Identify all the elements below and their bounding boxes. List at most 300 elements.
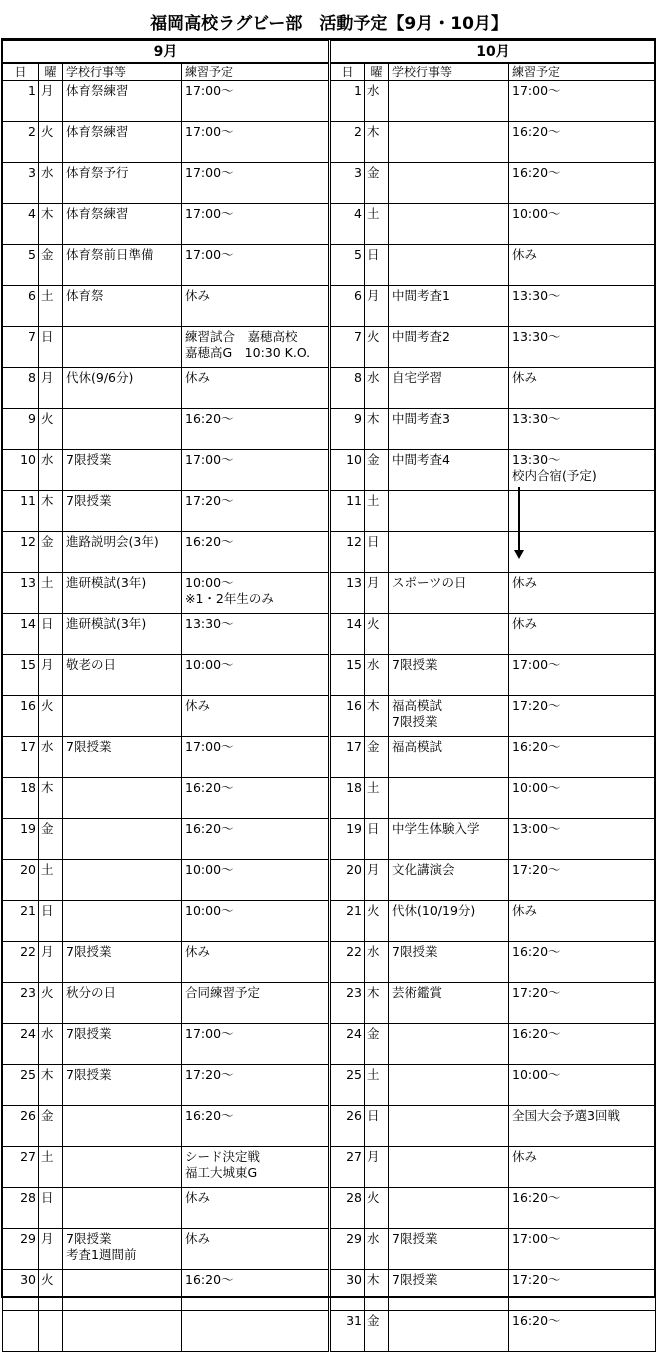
practice-cell-text-line2: 校内合宿(予定): [512, 468, 597, 483]
event-cell-text: 7限授業: [392, 944, 438, 959]
event-cell-text-line2: 7限授業: [392, 714, 438, 729]
practice-cell: [509, 696, 656, 737]
day-cell-text: 9: [28, 411, 36, 426]
event-cell: [63, 163, 182, 204]
weekday-cell: [365, 1270, 389, 1311]
event-cell: [63, 1106, 182, 1147]
day-cell-text: 25: [20, 1067, 36, 1082]
weekday-cell-text: 土: [367, 493, 380, 508]
day-cell-text: 8: [28, 370, 36, 385]
column-header-day: 日: [331, 63, 365, 81]
event-cell-text: 進研模試(3年): [66, 575, 147, 590]
weekday-cell-text: 月: [41, 1231, 54, 1246]
column-header-day: 日: [3, 63, 39, 81]
day-cell-text: 27: [346, 1149, 362, 1164]
day-cell: [331, 737, 365, 778]
practice-cell: [509, 409, 656, 450]
day-cell-text: 21: [346, 903, 362, 918]
day-cell: [3, 286, 39, 327]
weekday-cell-text: 金: [41, 1108, 54, 1123]
practice-cell: [182, 491, 329, 532]
day-cell: [3, 901, 39, 942]
practice-cell-text: 16:20～: [185, 1272, 234, 1287]
weekday-cell-text: 月: [367, 288, 380, 303]
day-cell: [3, 368, 39, 409]
weekday-cell-text: 土: [367, 1067, 380, 1082]
day-cell-text: 31: [346, 1313, 362, 1328]
day-cell: [331, 245, 365, 286]
weekday-cell-text: 木: [367, 698, 380, 713]
practice-cell: [182, 655, 329, 696]
day-cell: [331, 901, 365, 942]
practice-cell: [182, 819, 329, 860]
event-cell-text: 文化講演会: [392, 862, 455, 877]
weekday-cell: [365, 327, 389, 368]
practice-cell: [182, 368, 329, 409]
day-cell-text: 22: [346, 944, 362, 959]
weekday-cell-text: 日: [41, 903, 54, 918]
day-cell-text: 4: [354, 206, 362, 221]
practice-cell: [509, 778, 656, 819]
practice-cell-text: 休み: [185, 944, 211, 959]
practice-cell: [509, 1024, 656, 1065]
day-cell: [3, 983, 39, 1024]
practice-cell-text: 練習試合 嘉穂高校: [185, 329, 298, 344]
event-cell: [63, 696, 182, 737]
practice-cell-text: 17:00～: [512, 657, 561, 672]
day-cell: [3, 1311, 39, 1352]
practice-cell-text: 17:00～: [185, 452, 234, 467]
weekday-cell: [365, 368, 389, 409]
event-cell-text: 7限授業: [66, 944, 112, 959]
column-header-dow: 曜: [365, 63, 389, 81]
day-cell-text: 7: [28, 329, 36, 344]
day-cell-text: 22: [20, 944, 36, 959]
weekday-cell-text: 日: [41, 329, 54, 344]
table-row: [331, 737, 656, 778]
practice-cell: [509, 1106, 656, 1147]
weekday-cell: [39, 409, 63, 450]
practice-cell-text: 16:20～: [512, 1026, 561, 1041]
practice-cell-text: 10:00～: [512, 1067, 561, 1082]
event-cell: [63, 778, 182, 819]
weekday-cell: [39, 1270, 63, 1311]
practice-cell: [509, 1188, 656, 1229]
column-header-event: 学校行事等: [389, 63, 509, 81]
practice-cell-text: 17:00～: [185, 1026, 234, 1041]
day-cell: [3, 942, 39, 983]
weekday-cell: [39, 1106, 63, 1147]
weekday-cell: [365, 737, 389, 778]
weekday-cell: [39, 368, 63, 409]
practice-cell: [509, 491, 656, 532]
practice-cell: [182, 1188, 329, 1229]
weekday-cell-text: 木: [41, 780, 54, 795]
day-cell-text: 12: [20, 534, 36, 549]
weekday-cell-text: 木: [367, 1272, 380, 1287]
day-cell-text: 25: [346, 1067, 362, 1082]
weekday-cell-text: 金: [367, 1026, 380, 1041]
weekday-cell: [39, 163, 63, 204]
weekday-cell: [365, 655, 389, 696]
table-row: [3, 696, 329, 737]
weekday-cell-text: 火: [367, 329, 380, 344]
table-row: [331, 245, 656, 286]
day-cell-text: 23: [346, 985, 362, 1000]
event-cell-text: 中間考査4: [392, 452, 450, 467]
practice-cell: [182, 532, 329, 573]
weekday-cell: [39, 819, 63, 860]
table-row: [3, 368, 329, 409]
october-schedule-table: [330, 39, 656, 1352]
practice-cell-text: 10:00～: [512, 206, 561, 221]
table-row: [331, 942, 656, 983]
weekday-cell-text: 日: [367, 821, 380, 836]
day-cell: [331, 778, 365, 819]
arrow-line: [518, 487, 520, 553]
event-cell: [389, 1106, 509, 1147]
practice-cell: [182, 286, 329, 327]
event-cell: [389, 491, 509, 532]
practice-cell-text: 17:20～: [512, 698, 561, 713]
weekday-cell-text: 日: [41, 1190, 54, 1205]
day-cell-text: 19: [346, 821, 362, 836]
event-cell: [389, 122, 509, 163]
day-cell-text: 23: [20, 985, 36, 1000]
day-cell: [331, 696, 365, 737]
weekday-cell: [39, 532, 63, 573]
event-cell: [63, 1270, 182, 1311]
weekday-cell-text: 金: [367, 739, 380, 754]
weekday-cell: [39, 860, 63, 901]
practice-cell: [509, 860, 656, 901]
weekday-cell: [39, 286, 63, 327]
practice-cell-text: 16:20～: [512, 1313, 561, 1328]
event-cell-text: 7限授業: [66, 452, 112, 467]
event-cell: [63, 655, 182, 696]
practice-cell-text: 10:00～: [512, 780, 561, 795]
practice-cell: [509, 1229, 656, 1270]
practice-cell: [509, 245, 656, 286]
day-cell-text: 7: [354, 329, 362, 344]
event-cell-text: 芸術鑑賞: [392, 985, 443, 1000]
event-cell: [63, 491, 182, 532]
practice-cell-text: 13:30～: [512, 329, 561, 344]
weekday-cell-text: 火: [41, 124, 54, 139]
event-cell: [63, 1188, 182, 1229]
day-cell-text: 11: [20, 493, 36, 508]
day-cell-text: 9: [354, 411, 362, 426]
day-cell-text: 3: [354, 165, 362, 180]
table-row: [331, 409, 656, 450]
practice-cell-text: 17:00～: [185, 206, 234, 221]
practice-cell: [182, 1147, 329, 1188]
month-header: 9月: [3, 40, 329, 63]
weekday-cell-text: 月: [367, 862, 380, 877]
practice-cell: [509, 532, 656, 573]
weekday-cell-text: 火: [41, 985, 54, 1000]
event-cell-text: 秋分の日: [66, 985, 117, 1000]
practice-cell: [182, 1229, 329, 1270]
weekday-cell-text: 水: [367, 370, 380, 385]
day-cell: [331, 1311, 365, 1352]
event-cell: [389, 327, 509, 368]
event-cell: [63, 1024, 182, 1065]
event-cell-text: 中間考査3: [392, 411, 450, 426]
weekday-cell-text: 火: [367, 903, 380, 918]
weekday-cell: [365, 573, 389, 614]
practice-cell: [509, 450, 656, 491]
event-cell: [389, 450, 509, 491]
day-cell-text: 30: [20, 1272, 36, 1287]
day-cell: [3, 819, 39, 860]
event-cell-text: 中学生体験入学: [392, 821, 480, 836]
practice-cell-text: 16:20～: [512, 739, 561, 754]
practice-cell: [182, 122, 329, 163]
weekday-cell: [365, 901, 389, 942]
practice-cell-text: シード決定戦: [185, 1149, 261, 1164]
day-cell-text: 26: [346, 1108, 362, 1123]
weekday-cell: [39, 1229, 63, 1270]
event-cell: [63, 614, 182, 655]
practice-cell-text: 16:20～: [185, 1108, 234, 1123]
month-header: 10月: [331, 40, 656, 63]
practice-cell-text: 17:00～: [512, 83, 561, 98]
table-row: [3, 1311, 329, 1352]
day-cell: [3, 1229, 39, 1270]
practice-cell-text: 16:20～: [512, 165, 561, 180]
weekday-cell: [39, 942, 63, 983]
weekday-cell-text: 土: [41, 1149, 54, 1164]
event-cell: [63, 1229, 182, 1270]
day-cell-text: 26: [20, 1108, 36, 1123]
practice-cell-text: 16:20～: [185, 411, 234, 426]
weekday-cell-text: 金: [41, 534, 54, 549]
event-cell-text: 体育祭: [66, 288, 104, 303]
day-cell-text: 18: [20, 780, 36, 795]
weekday-cell-text: 火: [41, 698, 54, 713]
day-cell-text: 8: [354, 370, 362, 385]
day-cell: [331, 573, 365, 614]
day-cell-text: 3: [28, 165, 36, 180]
day-cell: [3, 1106, 39, 1147]
event-cell: [389, 696, 509, 737]
weekday-cell: [365, 1024, 389, 1065]
practice-cell: [509, 163, 656, 204]
practice-cell-text: 17:00～: [185, 165, 234, 180]
weekday-cell-text: 木: [367, 985, 380, 1000]
weekday-cell-text: 火: [41, 411, 54, 426]
day-cell-text: 14: [346, 616, 362, 631]
practice-cell-text: 17:20～: [512, 985, 561, 1000]
practice-cell: [182, 81, 329, 122]
event-cell-text: スポーツの日: [392, 575, 467, 590]
day-cell-text: 16: [20, 698, 36, 713]
day-cell: [3, 860, 39, 901]
weekday-cell: [365, 819, 389, 860]
day-cell: [3, 1024, 39, 1065]
weekday-cell: [365, 491, 389, 532]
column-header-dow: 曜: [39, 63, 63, 81]
day-cell-text: 18: [346, 780, 362, 795]
weekday-cell-text: 月: [41, 944, 54, 959]
practice-cell: [509, 1311, 656, 1352]
table-row: [3, 1188, 329, 1229]
day-cell: [3, 122, 39, 163]
day-cell: [3, 778, 39, 819]
practice-cell-text: 10:00～: [185, 575, 234, 590]
day-cell: [331, 163, 365, 204]
day-cell: [331, 204, 365, 245]
practice-cell: [182, 614, 329, 655]
day-cell: [331, 819, 365, 860]
practice-cell-text: 17:00～: [185, 124, 234, 139]
day-cell-text: 20: [20, 862, 36, 877]
day-cell: [331, 286, 365, 327]
weekday-cell-text: 土: [367, 206, 380, 221]
table-row: [3, 409, 329, 450]
table-row: [331, 778, 656, 819]
table-row: [331, 204, 656, 245]
practice-cell: [182, 327, 329, 368]
event-cell-text: 7限授業: [66, 739, 112, 754]
event-cell-text: 7限授業: [392, 657, 438, 672]
event-cell: [389, 1065, 509, 1106]
event-cell: [63, 1311, 182, 1352]
weekday-cell: [39, 122, 63, 163]
practice-cell: [182, 1106, 329, 1147]
practice-cell: [509, 1065, 656, 1106]
weekday-cell: [39, 327, 63, 368]
practice-cell: [182, 860, 329, 901]
column-header-practice: 練習予定: [509, 63, 656, 81]
practice-cell-text: 休み: [185, 1190, 211, 1205]
table-row: [3, 614, 329, 655]
day-cell-text: 28: [346, 1190, 362, 1205]
event-cell-text: 敬老の日: [66, 657, 117, 672]
table-row: [331, 1311, 656, 1352]
table-row: [3, 1147, 329, 1188]
column-header-event: 学校行事等: [63, 63, 182, 81]
event-cell: [389, 860, 509, 901]
table-row: [331, 1106, 656, 1147]
table-row: [331, 122, 656, 163]
column-header-practice: 練習予定: [182, 63, 329, 81]
practice-cell: [509, 614, 656, 655]
event-cell: [389, 245, 509, 286]
weekday-cell-text: 木: [367, 411, 380, 426]
weekday-cell: [365, 122, 389, 163]
event-cell: [389, 163, 509, 204]
table-row: [331, 1147, 656, 1188]
day-cell: [331, 1147, 365, 1188]
weekday-cell: [365, 778, 389, 819]
practice-cell-text: 13:30～: [512, 411, 561, 426]
practice-cell: [182, 1270, 329, 1311]
weekday-cell-text: 日: [41, 616, 54, 631]
event-cell: [389, 1147, 509, 1188]
practice-cell-text: 休み: [512, 575, 538, 590]
weekday-cell: [39, 81, 63, 122]
weekday-cell: [39, 1065, 63, 1106]
practice-cell-text: 13:30～: [512, 288, 561, 303]
day-cell-text: 15: [20, 657, 36, 672]
september-schedule-table: [2, 39, 329, 1352]
practice-cell-text: 17:20～: [185, 493, 234, 508]
practice-cell-text: 休み: [512, 903, 538, 918]
event-cell: [389, 1024, 509, 1065]
table-row: [3, 450, 329, 491]
day-cell: [3, 1188, 39, 1229]
event-cell-text: 進研模試(3年): [66, 616, 147, 631]
table-row: [331, 491, 656, 532]
event-cell: [389, 368, 509, 409]
event-cell-text-line2: 考査1週間前: [66, 1247, 137, 1262]
practice-cell-text: 16:20～: [185, 534, 234, 549]
practice-cell-text: 16:20～: [512, 1190, 561, 1205]
practice-cell-text: 全国大会予選3回戦: [512, 1108, 620, 1123]
practice-cell-text: 13:00～: [512, 821, 561, 836]
table-row: [3, 655, 329, 696]
day-cell-text: 2: [354, 124, 362, 139]
day-cell: [331, 1065, 365, 1106]
practice-cell-text: 17:20～: [512, 1272, 561, 1287]
day-cell-text: 13: [20, 575, 36, 590]
weekday-cell: [365, 860, 389, 901]
day-cell-text: 15: [346, 657, 362, 672]
table-row: [331, 163, 656, 204]
practice-cell: [182, 942, 329, 983]
practice-cell: [509, 901, 656, 942]
day-cell: [3, 655, 39, 696]
day-cell: [3, 573, 39, 614]
table-row: [331, 573, 656, 614]
table-row: [3, 81, 329, 122]
weekday-cell: [39, 778, 63, 819]
event-cell-text: 代休(10/19分): [392, 903, 476, 918]
event-cell: [63, 450, 182, 491]
day-cell: [331, 1270, 365, 1311]
day-cell: [331, 81, 365, 122]
weekday-cell: [365, 81, 389, 122]
weekday-cell: [39, 1024, 63, 1065]
event-cell-text: 体育祭練習: [66, 206, 129, 221]
practice-cell: [182, 245, 329, 286]
day-cell: [3, 696, 39, 737]
event-cell: [389, 901, 509, 942]
practice-cell: [509, 327, 656, 368]
table-row: [331, 983, 656, 1024]
event-cell: [63, 327, 182, 368]
day-cell-text: 2: [28, 124, 36, 139]
day-cell-text: 30: [346, 1272, 362, 1287]
table-row: [331, 450, 656, 491]
weekday-cell-text: 日: [367, 247, 380, 262]
weekday-cell-text: 日: [367, 1108, 380, 1123]
practice-cell: [509, 942, 656, 983]
weekday-cell: [365, 532, 389, 573]
event-cell: [63, 737, 182, 778]
table-row: [3, 1065, 329, 1106]
event-cell: [389, 409, 509, 450]
practice-cell-text: 17:20～: [512, 862, 561, 877]
event-cell: [63, 409, 182, 450]
event-cell: [389, 1311, 509, 1352]
day-cell-text: 11: [346, 493, 362, 508]
weekday-cell: [365, 1311, 389, 1352]
table-row: [331, 901, 656, 942]
day-cell-text: 27: [20, 1149, 36, 1164]
